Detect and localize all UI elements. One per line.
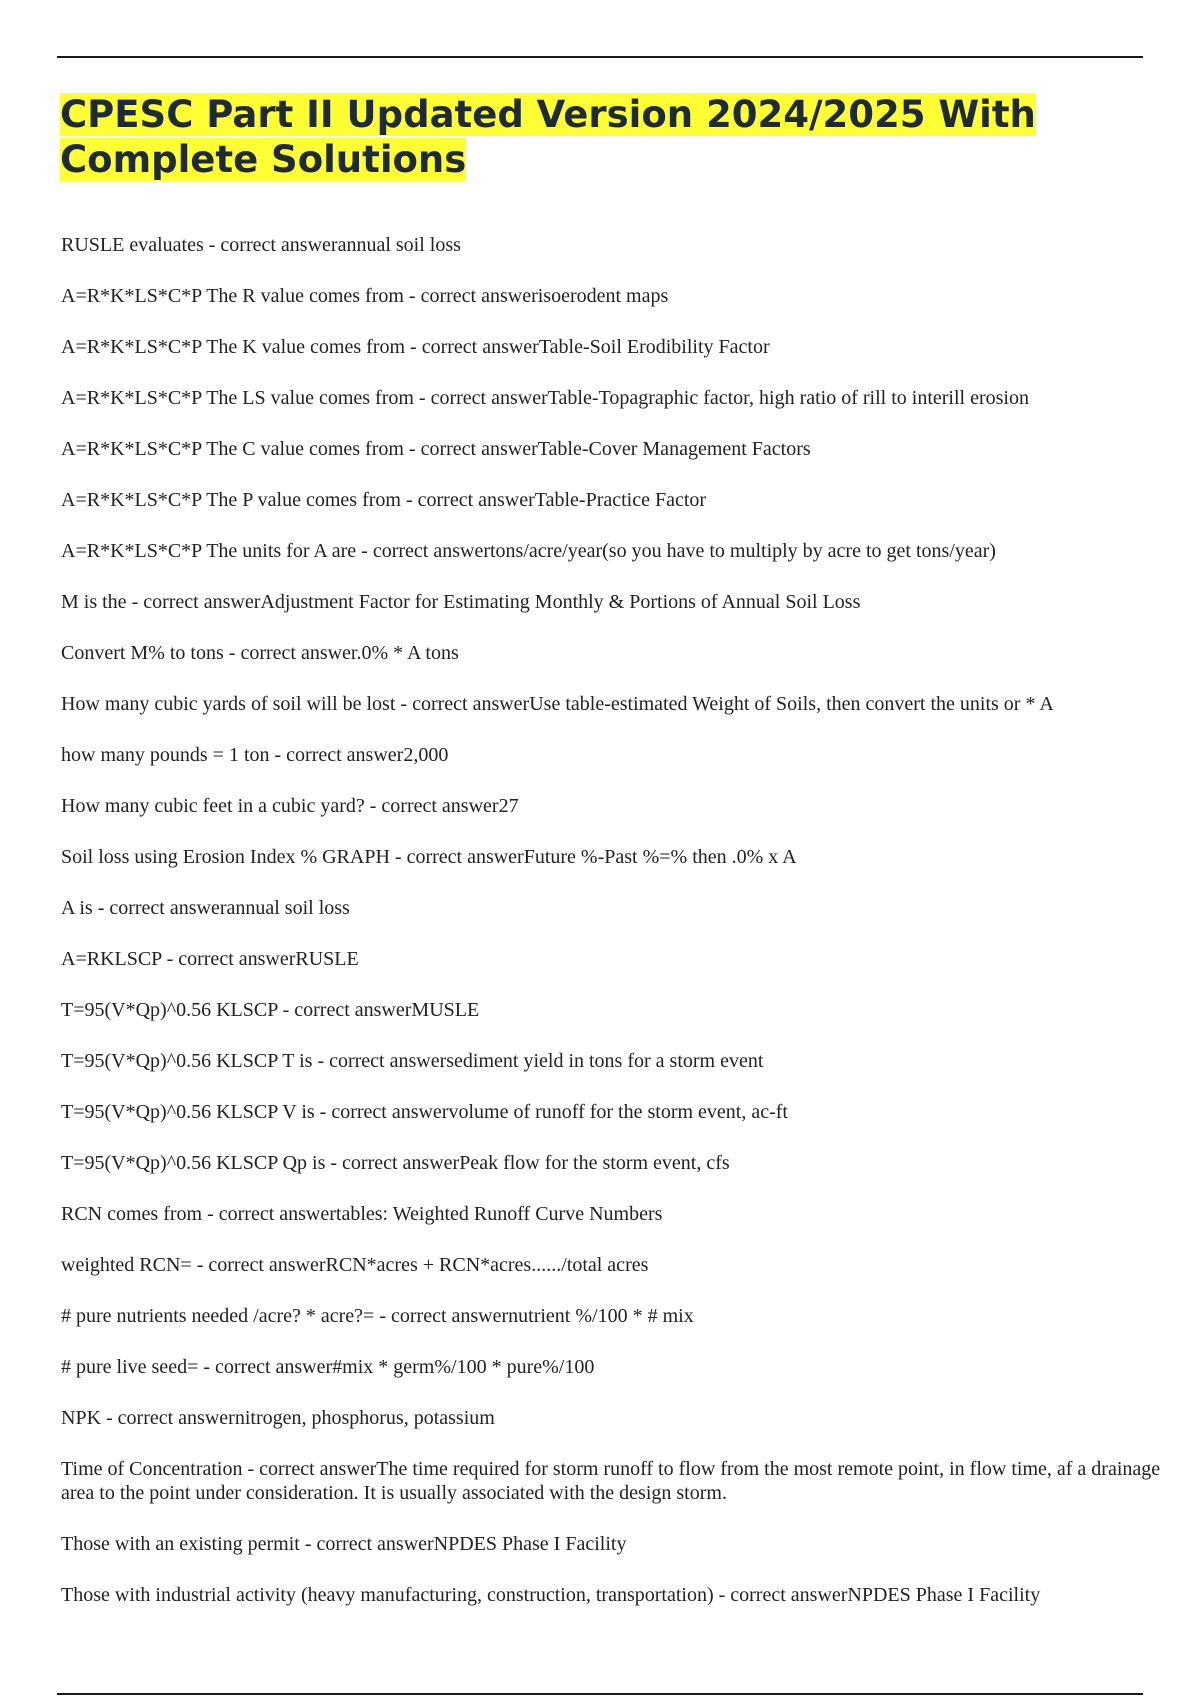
answer-separator: - correct answer (395, 693, 530, 715)
answer-separator: - correct answer (223, 642, 357, 664)
question-text: A=R*K*LS*C*P The K value comes from (61, 336, 406, 358)
qa-item (61, 1151, 1161, 1175)
question-text: Time of Concentration (61, 1458, 243, 1480)
question-text: # pure nutrients needed /acre? * acre?= (61, 1305, 375, 1327)
question-text: A=R*K*LS*C*P The R value comes from (61, 285, 404, 307)
qa-item (61, 1355, 1161, 1379)
answer-text: Peak flow for the storm event, cfs (459, 1152, 730, 1174)
question-text: NPK (61, 1407, 102, 1429)
answer-text: Table-Cover Management Factors (537, 438, 811, 460)
qa-item (61, 386, 1161, 410)
qa-item (61, 590, 1161, 614)
answer-separator: - correct answer (161, 948, 296, 970)
qa-item (61, 692, 1161, 716)
question-text: A=R*K*LS*C*P The P value comes from (61, 489, 401, 511)
question-text: Those with industrial activity (heavy manufacturing, construction, transportation) (61, 1584, 714, 1606)
question-text: Convert M% to tons (61, 642, 224, 664)
answer-text: nutrient %/100 * # mix (508, 1305, 694, 1327)
answer-text: 27 (498, 795, 519, 817)
question-text: How many cubic yards of soil will be lost (61, 693, 396, 715)
answer-text: nitrogen, phosphorus, potassium (234, 1407, 495, 1429)
answer-text: Table-Practice Factor (534, 489, 707, 511)
question-text: # pure live seed= (61, 1356, 199, 1378)
qa-item (61, 284, 1161, 308)
answer-separator: - correct answer (713, 1584, 848, 1606)
question-text: T=95(V*Qp)^0.56 KLSCP V is (61, 1101, 315, 1123)
answer-separator: - correct answer (403, 438, 538, 460)
answer-separator: - correct answer (242, 1458, 377, 1480)
answer-text: Table-Soil Erodibility Factor (538, 336, 770, 358)
qa-item (61, 1049, 1161, 1073)
answer-text: annual soil loss (226, 897, 350, 919)
answer-separator: - correct answer (198, 1356, 333, 1378)
answer-text: 2,000 (403, 744, 449, 766)
question-text: RUSLE evaluates (61, 234, 204, 256)
answer-text: NPDES Phase I Facility (433, 1533, 627, 1555)
question-text: how many pounds = 1 ton (61, 744, 270, 766)
page-title (60, 92, 1140, 182)
answer-separator: - correct answer (203, 234, 338, 256)
bottom-rule (57, 1693, 1143, 1695)
answer-text: Future %-Past %=% then .0% x A (523, 846, 797, 868)
qa-item (61, 1583, 1161, 1607)
answer-separator: - correct answer (101, 1407, 235, 1429)
answer-text: Use table-estimated Weight of Soils, then convert the units or * A (529, 693, 1054, 715)
answer-text: The time required for storm runoff to flow from the most remote point, in flow time, af a drainage area to the point under consideration. It is usually associated with the design storm. (61, 1458, 1161, 1504)
question-text: A is (61, 897, 93, 919)
answer-text: volume of runoff for the storm event, ac-ft (448, 1101, 788, 1123)
answer-separator: - correct answer (312, 1050, 447, 1072)
answer-text: Adjustment Factor for Estimating Monthly & Portions of Annual Soil Loss (260, 591, 861, 613)
answer-text: RCN*acres + RCN*acres....../total acres (325, 1254, 649, 1276)
answer-separator: - correct answer (364, 795, 499, 817)
answer-separator: - correct answer (389, 846, 524, 868)
qa-item (61, 896, 1161, 920)
question-text: A=R*K*LS*C*P The C value comes from (61, 438, 404, 460)
qa-item (61, 947, 1161, 971)
qa-item (61, 1532, 1161, 1556)
question-text: Soil loss using Erosion Index % GRAPH (61, 846, 390, 868)
answer-text: MUSLE (411, 999, 480, 1021)
answer-text: Table-Topagraphic factor, high ratio of rill to interill erosion (547, 387, 1029, 409)
qa-item (61, 539, 1161, 563)
question-text: T=95(V*Qp)^0.56 KLSCP (61, 999, 278, 1021)
qa-item (61, 1253, 1161, 1277)
title-highlight: CPESC Part II Updated Version 2024/2025 With Complete Solutions (60, 93, 1036, 181)
answer-text: NPDES Phase I Facility (847, 1584, 1041, 1606)
question-text: T=95(V*Qp)^0.56 KLSCP Qp is (61, 1152, 326, 1174)
qa-item (61, 743, 1161, 767)
answer-text: #mix * germ%/100 * pure%/100 (332, 1356, 595, 1378)
answer-separator: - correct answer (403, 285, 538, 307)
qa-item (61, 845, 1161, 869)
qa-item (61, 998, 1161, 1022)
answer-separator: - correct answer (314, 1101, 449, 1123)
question-text: T=95(V*Qp)^0.56 KLSCP T is (61, 1050, 313, 1072)
question-text: How many cubic feet in a cubic yard? (61, 795, 365, 817)
answer-separator: - correct answer (400, 489, 535, 511)
qa-item (61, 1202, 1161, 1226)
answer-separator: - correct answer (356, 540, 490, 562)
question-text: A=R*K*LS*C*P The units for A are (61, 540, 357, 562)
question-text: A=RKLSCP (61, 948, 162, 970)
question-text: A=R*K*LS*C*P The LS value comes from (61, 387, 414, 409)
answer-separator: - correct answer (126, 591, 261, 613)
qa-item (61, 335, 1161, 359)
answer-text: annual soil loss (337, 234, 461, 256)
question-text: weighted RCN= (61, 1254, 192, 1276)
answer-separator: - correct answer (374, 1305, 509, 1327)
answer-text: isoerodent maps (537, 285, 669, 307)
question-text: Those with an existing permit (61, 1533, 300, 1555)
answer-text: .0% * A tons (356, 642, 459, 664)
answer-separator: - correct answer (413, 387, 548, 409)
qa-item (61, 1304, 1161, 1328)
top-rule (57, 56, 1143, 58)
qa-item (61, 488, 1161, 512)
answer-separator: - correct answer (405, 336, 539, 358)
answer-separator: - correct answer (92, 897, 227, 919)
qa-item (61, 641, 1161, 665)
answer-separator: - correct answer (299, 1533, 434, 1555)
answer-separator: - correct answer (277, 999, 412, 1021)
question-text: M is the (61, 591, 127, 613)
answer-text: sediment yield in tons for a storm event (446, 1050, 764, 1072)
qa-item (61, 437, 1161, 461)
answer-separator: - correct answer (191, 1254, 326, 1276)
answer-separator: - correct answer (325, 1152, 460, 1174)
answer-text: tables: Weighted Runoff Curve Numbers (335, 1203, 663, 1225)
qa-item (61, 233, 1161, 257)
answer-text: RUSLE (295, 948, 359, 970)
qa-item (61, 794, 1161, 818)
qa-list (61, 233, 1161, 1634)
question-text: RCN comes from (61, 1203, 203, 1225)
qa-item (61, 1100, 1161, 1124)
answer-separator: - correct answer (202, 1203, 336, 1225)
qa-item (61, 1457, 1161, 1505)
answer-separator: - correct answer (269, 744, 404, 766)
answer-text: tons/acre/year(so you have to multiply by acre to get tons/year) (489, 540, 996, 562)
qa-item (61, 1406, 1161, 1430)
